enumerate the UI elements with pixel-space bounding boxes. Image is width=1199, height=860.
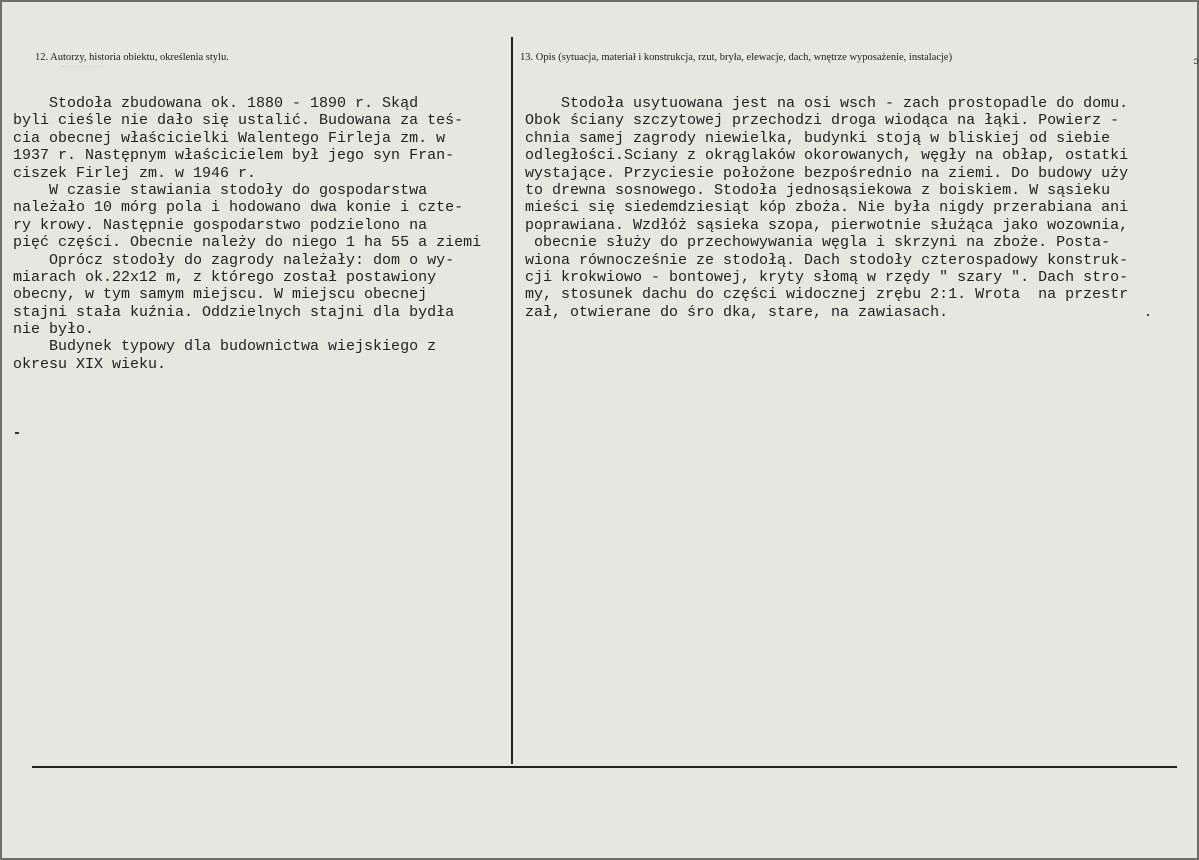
text-line: Stodoła zbudowana ok. 1880 - 1890 r. Skąd: [13, 95, 419, 112]
edge-mark: ɔ: [1193, 57, 1199, 68]
text-line: 1937 r. Następnym właścicielem był jego syn Fran-: [13, 147, 455, 165]
ink-dot: [1147, 314, 1149, 316]
text-line: wystające. Przyciesie położone bezpośrednio na ziemi. Do budowy uży: [525, 164, 1129, 182]
text-line: Budynek typowy dla budownictwa wiejskiego z: [13, 338, 437, 356]
text-line: zał, otwierane do śro dka, stare, na zawiasach.: [525, 303, 949, 321]
section-13-header: 13. Opis (sytuacja, materiał i konstrukcja, rzut, bryła, elewacje, dach, wnętrze wyposażenie, instalacje): [520, 52, 953, 63]
text-line: poprawiana. Wzdłóż sąsieka szopa, pierwotnie służąca jako wozownia,: [525, 216, 1129, 234]
text-line: byli cieśle nie dało się ustalić. Budowana za teś-: [13, 112, 464, 130]
text-line: W czasie stawiania stodoły do gospodarstwa: [13, 181, 428, 199]
text-line: to drewna sosnowego. Stodoła jednosąsiekowa z boiskiem. W sąsieku: [525, 181, 1111, 199]
text-line: stajni stała kuźnia. Oddzielnych stajni dla bydła: [13, 303, 455, 321]
section-12-text: [13, 95, 481, 373]
text-line: cia obecnej właścicielki Walentego Firleja zm. w: [13, 129, 446, 147]
text-line: odległości.Sciany z okrąglaków okorowanych, węgły na obłap, ostatki: [525, 147, 1129, 165]
horizontal-divider: [32, 766, 1177, 768]
text-line: nie było.: [13, 321, 95, 339]
text-line: wiona równocześnie ze stodołą. Dach stodoły czterospadowy konstruk-: [525, 251, 1129, 269]
text-line: obecnie służy do przechowywania węgla i skrzyni na zboże. Posta-: [525, 234, 1111, 252]
section-12-header: 12. Autorzy, historia obiektu, określenia stylu.: [35, 52, 229, 63]
text-line: cji krokwiowo - bontowej, kryty słomą w rzędy " szary ". Dach stro-: [525, 268, 1129, 286]
text-line: Stodoła usytuowana jest na osi wsch - zach prostopadle do domu.: [525, 95, 1129, 112]
text-line: miarach ok.22x12 m, z którego został postawiony: [13, 268, 437, 286]
text-line: ry krowy. Następnie gospodarstwo podzielono na: [13, 216, 428, 234]
section-13-text: [525, 95, 1128, 321]
text-line: ciszek Firlej zm. w 1946 r.: [13, 164, 257, 182]
text-line: mieści się siedemdziesiąt kóp zboża. Nie była nigdy przerabiana ani: [525, 199, 1129, 217]
text-line: pięć części. Obecnie należy do niego 1 ha 55 a ziemi: [13, 234, 482, 252]
faint-stamp-mark: [62, 66, 102, 81]
text-line: Obok ściany szczytowej przechodzi droga wiodąca na łąki. Powierz -: [525, 112, 1120, 130]
vertical-divider: [511, 37, 513, 764]
text-line: obecny, w tym samym miejscu. W miejscu obecnej: [13, 286, 428, 304]
text-line: okresu XIX wieku.: [13, 355, 167, 373]
text-line: Oprócz stodoły do zagrody należały: dom o wy-: [13, 251, 455, 269]
text-line: chnia samej zagrody niewielka, budynki stoją w bliskiej od siebie: [525, 129, 1111, 147]
text-line: należało 10 mórg pola i hodowano dwa konie i czte-: [13, 199, 464, 217]
margin-tick: [15, 432, 19, 434]
text-line: my, stosunek dachu do części widocznej zrębu 2:1. Wrota na przestr: [525, 286, 1129, 304]
